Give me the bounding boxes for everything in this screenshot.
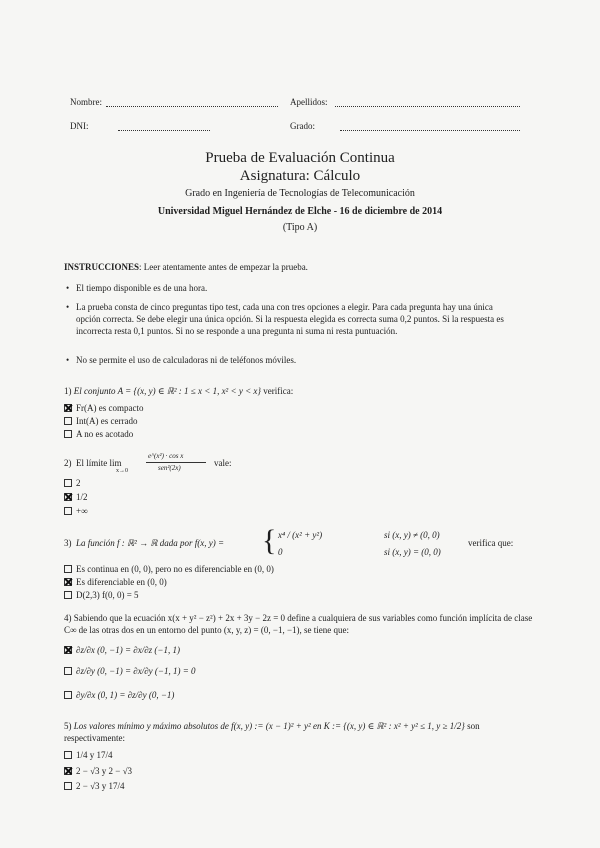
case-1-condition: si (x, y) ≠ (0, 0) bbox=[384, 530, 440, 540]
checkbox-checked-icon[interactable] bbox=[64, 767, 72, 775]
question-2-option-2[interactable]: 1/2 bbox=[64, 492, 88, 502]
limit-subscript: x→0 bbox=[116, 468, 128, 474]
question-4-option-1[interactable]: ∂z/∂x (0, −1) = ∂x/∂z (−1, 1) bbox=[64, 645, 180, 655]
question-3-option-2[interactable]: Es diferenciable en (0, 0) bbox=[64, 577, 167, 587]
question-2-option-3[interactable]: +∞ bbox=[64, 506, 88, 516]
checkbox-icon[interactable] bbox=[64, 591, 72, 599]
question-5-option-3[interactable]: 2 − √3 y 17/4 bbox=[64, 781, 125, 791]
question-2-option-1[interactable]: 2 bbox=[64, 478, 81, 488]
degree-title: Grado en Ingeniería de Tecnologías de Telecomunicación bbox=[185, 188, 415, 199]
fraction-denominator: sen²(2x) bbox=[158, 464, 181, 472]
fraction-numerator: e^(x²) · cos x bbox=[148, 452, 184, 460]
checkbox-icon[interactable] bbox=[64, 507, 72, 515]
question-2-stem: 2) El límite lim x→0 e^(x²) · cos x sen²(2x) vale: bbox=[64, 452, 232, 474]
checkbox-checked-icon[interactable] bbox=[64, 404, 72, 412]
nombre-label: Nombre: bbox=[70, 97, 102, 107]
checkbox-icon[interactable] bbox=[64, 751, 72, 759]
checkbox-checked-icon[interactable] bbox=[64, 578, 72, 586]
question-1-stem: 1) El conjunto A = {(x, y) ∈ ℝ² : 1 ≤ x < 1, x² < y < x} verifica: bbox=[64, 386, 294, 396]
apellidos-label: Apellidos: bbox=[290, 97, 328, 107]
checkbox-icon[interactable] bbox=[64, 691, 72, 699]
bullet-icon: • bbox=[66, 302, 70, 312]
piecewise-brace: { bbox=[262, 524, 277, 557]
question-5-option-1[interactable]: 1/4 y 17/4 bbox=[64, 750, 113, 760]
exam-type: (Tipo A) bbox=[282, 222, 318, 233]
checkbox-checked-icon[interactable] bbox=[64, 493, 72, 501]
exam-title: Prueba de Evaluación Continua bbox=[205, 150, 395, 166]
dni-field[interactable] bbox=[118, 122, 210, 131]
university-date: Universidad Miguel Hernández de Elche - 16 de diciembre de 2014 bbox=[157, 206, 443, 217]
checkbox-icon[interactable] bbox=[64, 565, 72, 573]
checkbox-icon[interactable] bbox=[64, 667, 72, 675]
case-2-expression: 0 bbox=[278, 547, 283, 557]
question-1-option-2[interactable]: Int(A) es cerrado bbox=[64, 416, 137, 426]
question-3-stem: 3) La función f : ℝ² → ℝ dada por f(x, y) = { x⁴ / (x² + y²) si (x, y) ≠ (0, 0) 0 si (x, y) = (0, 0) verifica que: bbox=[64, 524, 514, 557]
checkbox-icon[interactable] bbox=[64, 430, 72, 438]
instructions-intro: : Leer atentamente antes de empezar la prueba. bbox=[139, 262, 308, 272]
instructions-heading-line bbox=[64, 261, 534, 273]
fraction-bar bbox=[146, 462, 206, 463]
bullet-icon: • bbox=[66, 355, 70, 365]
nombre-field[interactable] bbox=[106, 98, 278, 107]
question-4-stem: 4) Sabiendo que la ecuación x(x + y² − z²) + 2x + 3y − 2z = 0 define a cualquiera de sus variables como función implícita de clase C∞ de las otras dos en un entorno del punto (x, y, z) = (0, −1, −1), se tiene que: bbox=[64, 613, 533, 635]
question-1-option-3[interactable]: A no es acotado bbox=[64, 429, 133, 439]
question-5-option-2[interactable]: 2 − √3 y 2 − √3 bbox=[64, 766, 132, 776]
question-4-option-3[interactable]: ∂y/∂x (0, 1) = ∂z/∂y (0, −1) bbox=[64, 690, 174, 700]
bullet-icon: • bbox=[66, 283, 70, 293]
checkbox-icon[interactable] bbox=[64, 782, 72, 790]
subject-title: Asignatura: Cálculo bbox=[239, 168, 361, 184]
dni-label: DNI: bbox=[70, 121, 89, 131]
apellidos-field[interactable] bbox=[335, 98, 520, 107]
instructions-heading: INSTRUCCIONES bbox=[64, 262, 140, 272]
grado-field[interactable] bbox=[340, 122, 520, 131]
checkbox-checked-icon[interactable] bbox=[64, 646, 72, 654]
checkbox-icon[interactable] bbox=[64, 417, 72, 425]
question-4-option-2[interactable]: ∂z/∂y (0, −1) = ∂x/∂y (−1, 1) = 0 bbox=[64, 666, 196, 676]
instruction-item: • No se permite el uso de calculadoras ni de teléfonos móviles. bbox=[66, 355, 297, 365]
instruction-item: • La prueba consta de cinco preguntas tipo test, cada una con tres opciones a elegir. Para cada pregunta hay una única opción correcta. Se debe elegir una única opción. Si la respuesta elegida es correcta suma 0,2 puntos. Si la respuesta es incorrecta resta 0,1 puntos. Si no se responde a una pregunta ni suma ni resta puntuación. bbox=[66, 302, 504, 336]
case-2-condition: si (x, y) = (0, 0) bbox=[384, 547, 441, 557]
case-1-expression: x⁴ / (x² + y²) bbox=[278, 530, 323, 540]
question-5-stem: 5) Los valores mínimo y máximo absolutos de f(x, y) := (x − 1)² + y² en K := {(x, y) ∈ ℝ² : x² + y² ≤ 1, y ≥ 1/2} son respectivamente: bbox=[64, 721, 480, 743]
grado-label: Grado: bbox=[290, 121, 315, 131]
question-1-option-1[interactable]: Fr(A) es compacto bbox=[64, 403, 143, 413]
question-3-option-3[interactable]: D(2,3) f(0, 0) = 5 bbox=[64, 590, 139, 600]
question-3-option-1[interactable]: Es continua en (0, 0), pero no es diferenciable en (0, 0) bbox=[64, 564, 274, 574]
instruction-item: • El tiempo disponible es de una hora. bbox=[66, 283, 208, 293]
checkbox-icon[interactable] bbox=[64, 479, 72, 487]
